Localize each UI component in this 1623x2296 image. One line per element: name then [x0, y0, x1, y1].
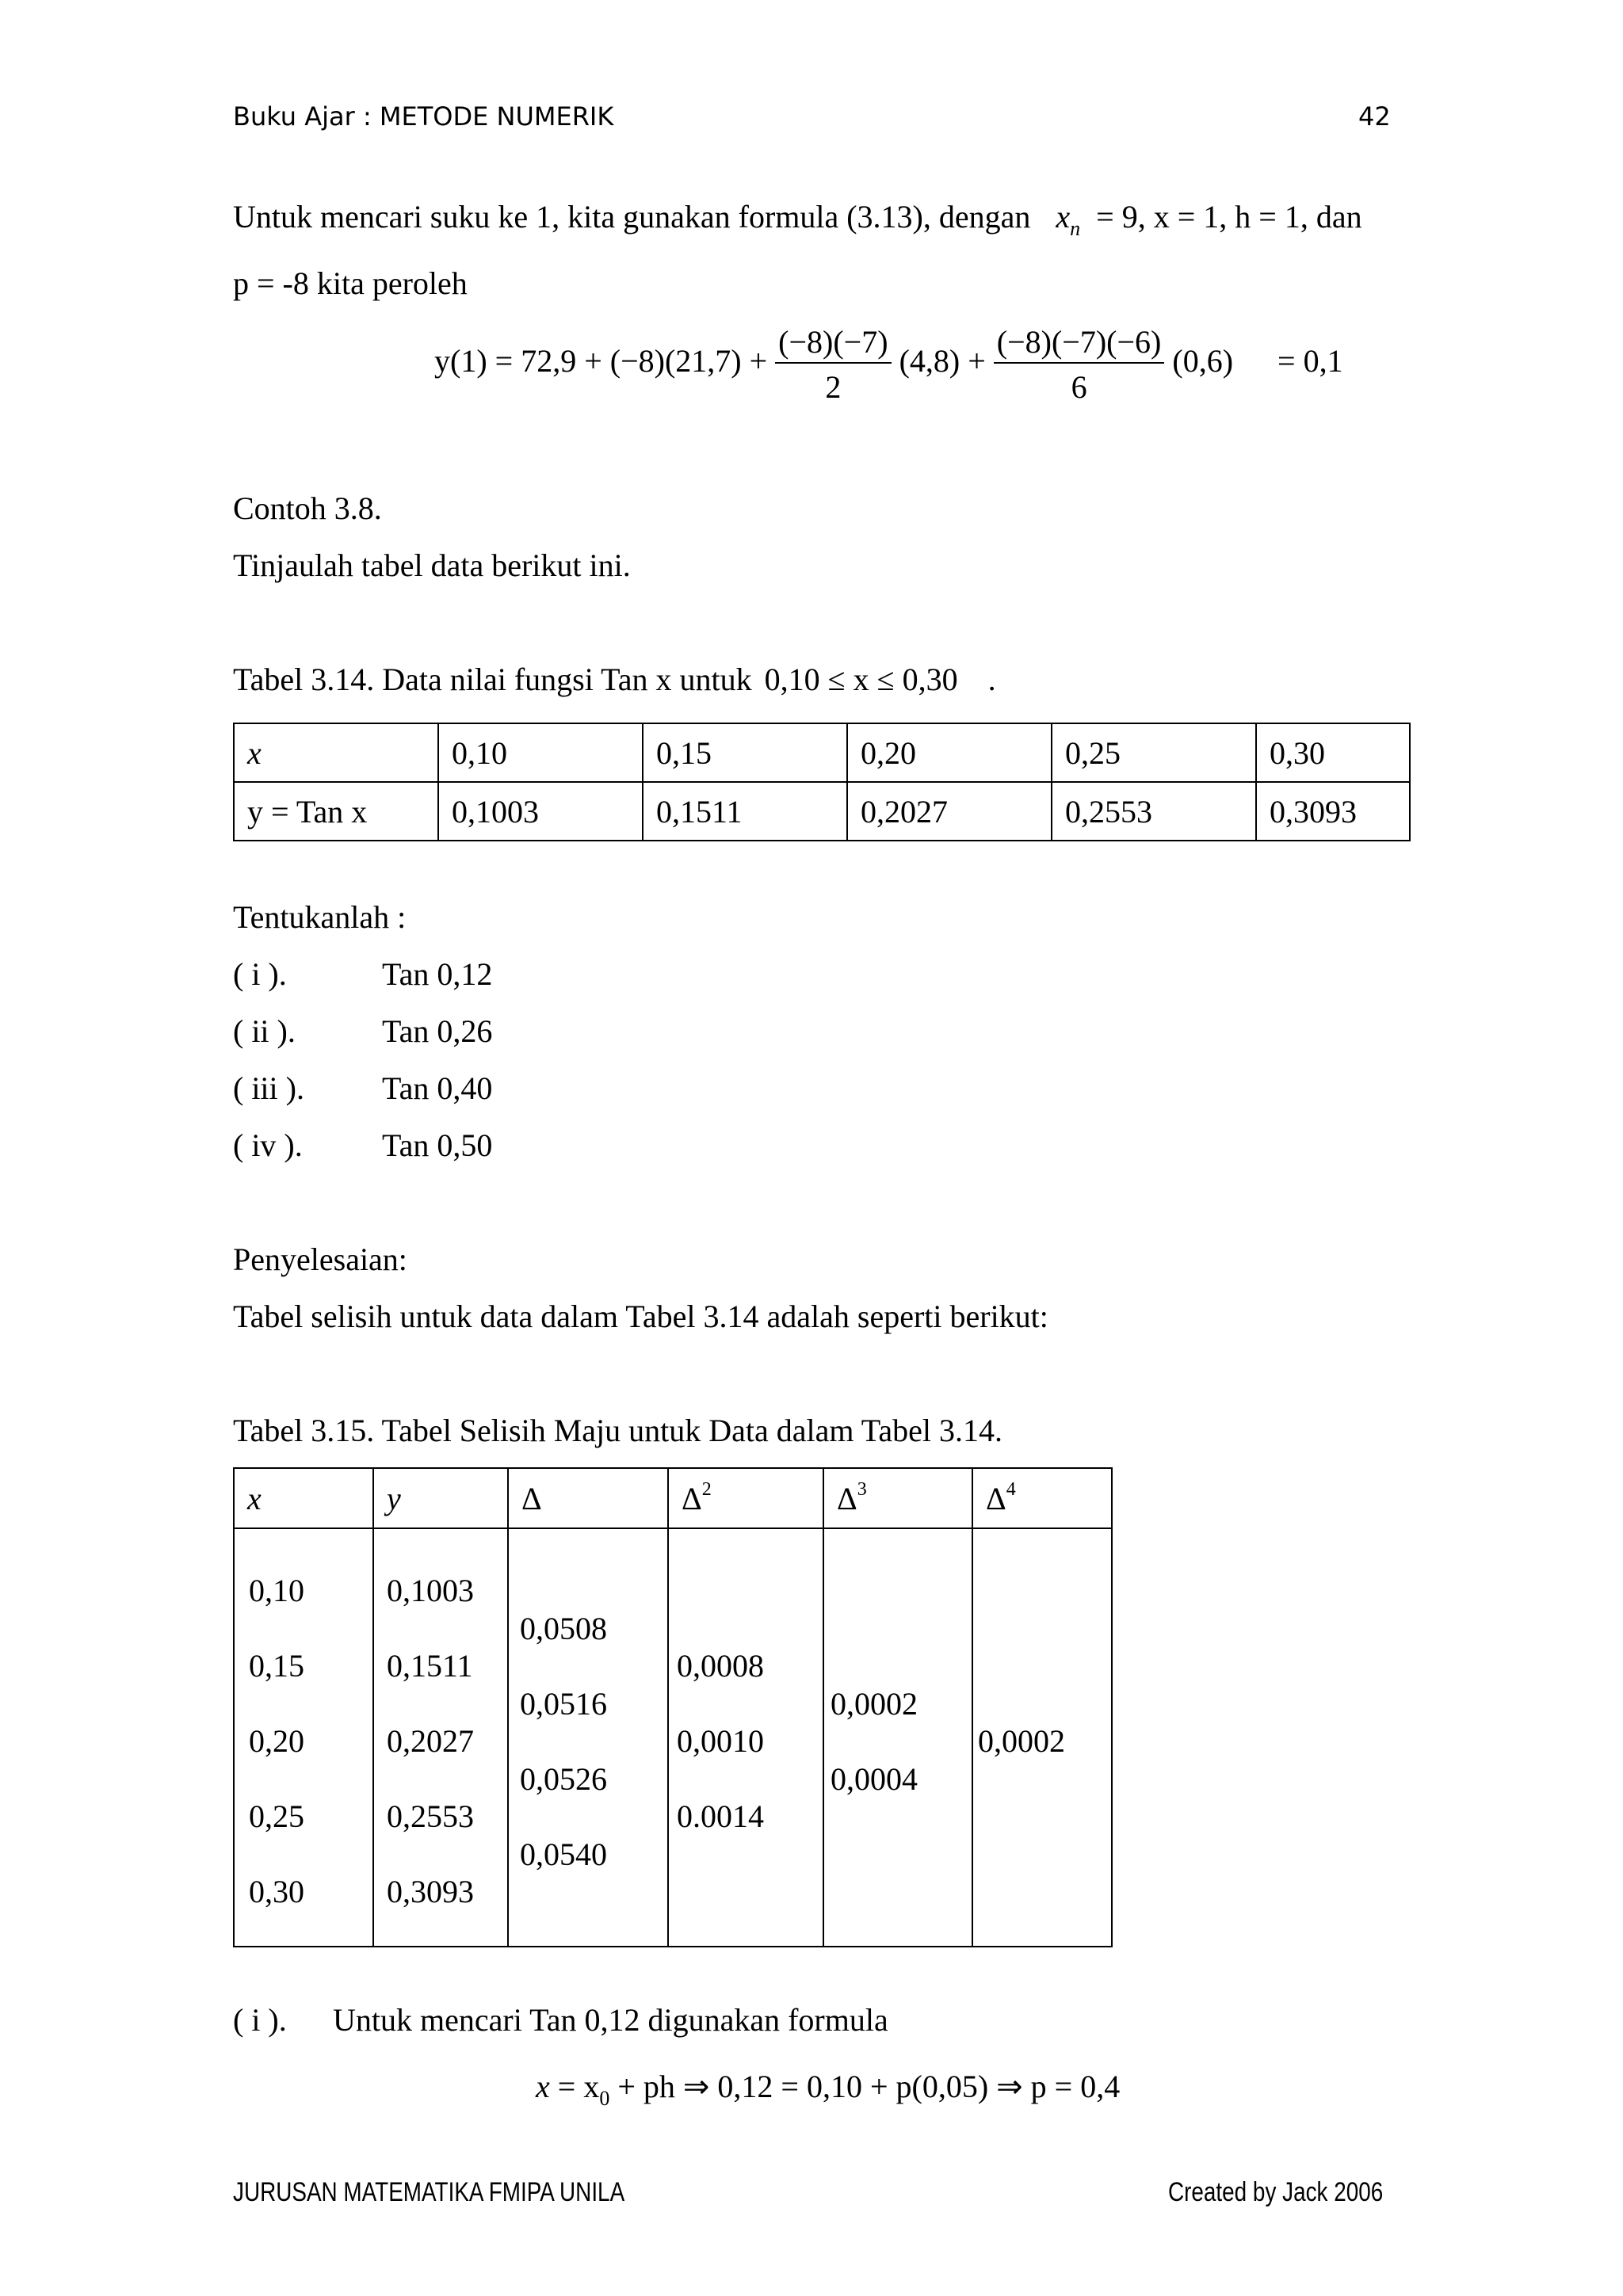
header-text: Δ	[986, 1481, 1006, 1516]
table2-col-d1	[508, 1528, 668, 1947]
table2-header-delta3	[823, 1468, 972, 1528]
frac-2-denominator: 6	[1071, 369, 1087, 405]
t2-d1: 0,0516	[520, 1686, 607, 1722]
part-i-num: ( i ).	[233, 2002, 287, 2038]
intro-line-1-rest: , x = 1, h = 1, dan	[1137, 199, 1362, 235]
table1	[233, 723, 1411, 841]
t2-d1: 0,0508	[520, 1611, 607, 1646]
example-title: Contoh 3.8.	[233, 490, 382, 526]
table2-col-d3	[823, 1528, 972, 1947]
t2-d2: 0.0014	[677, 1798, 764, 1834]
part-i-formula-rest: + ph ⇒ 0,12 = 0,10 + p(0,05) ⇒ p = 0,4	[617, 2069, 1121, 2104]
formula-y1-tail: (0,6)	[1172, 343, 1234, 379]
formula-y1-mid: (4,8) +	[899, 343, 986, 379]
table2-header-x	[234, 1468, 373, 1528]
t2-d2: 0,0008	[677, 1648, 764, 1684]
t2-d1: 0,0540	[520, 1836, 607, 1872]
table2-header-delta4	[972, 1468, 1112, 1528]
t2-d2: 0,0010	[677, 1723, 764, 1759]
formula-y1-frac-1	[775, 323, 891, 406]
t2-d4: 0,0002	[978, 1723, 1065, 1759]
frac-1-denominator: 2	[825, 369, 842, 405]
table1-cell: 0,25	[1052, 723, 1256, 782]
table2-header-delta1	[508, 1468, 668, 1528]
intro-xn-value: = 9	[1096, 199, 1138, 235]
formula-y1-lhs: y(1) = 72,9 + (−8)(21,7) +	[434, 343, 768, 379]
solution-intro: Tabel selisih untuk data dalam Tabel 3.14 adalah seperti berikut:	[233, 1299, 1048, 1334]
table2-caption: Tabel 3.15. Tabel Selisih Maju untuk Data dalam Tabel 3.14.	[233, 1413, 1003, 1448]
task-item-num: ( iv ).	[233, 1127, 303, 1163]
task-item-num: ( iii ).	[233, 1070, 304, 1106]
solution-title: Penyelesaian:	[233, 1241, 407, 1277]
table1-cell: 0,3093	[1256, 782, 1410, 841]
intro-line-2: p = -8 kita peroleh	[233, 265, 468, 301]
t2-d3: 0,0004	[831, 1761, 918, 1797]
task-item-text: Tan 0,40	[382, 1070, 493, 1106]
table2-header-row	[234, 1468, 1112, 1528]
part-i-formula: $x = x_0$ + ph ⇒ 0,12 = 0,10 + p(0,05) ⇒ p = 0,4	[536, 2069, 1121, 2110]
header-text: Δ	[682, 1481, 702, 1516]
formula-y1-result: = 0,1	[1277, 343, 1343, 379]
t2-x: 0,30	[249, 1874, 304, 1909]
header-text: Δ	[521, 1480, 542, 1516]
table2	[233, 1467, 1113, 1947]
task-item-num: ( i ).	[233, 956, 287, 992]
formula-y1	[434, 323, 1343, 406]
table1-caption	[233, 664, 996, 696]
header-power: 3	[857, 1479, 867, 1500]
t2-y: 0,1511	[387, 1648, 473, 1684]
t2-d1: 0,0526	[520, 1761, 607, 1797]
task-item-text: Tan 0,12	[382, 956, 493, 992]
table1-caption-range: 0,10 ≤ x ≤ 0,30	[764, 662, 958, 697]
part-i-text: Untuk mencari Tan 0,12 digunakan formula	[333, 2002, 888, 2038]
header-text: Δ	[837, 1481, 857, 1516]
table1-row-x	[234, 723, 1410, 782]
table1-row-label: y = Tan x	[234, 782, 438, 841]
task-item-text: Tan 0,50	[382, 1127, 493, 1163]
formula-y1-frac-2	[994, 323, 1165, 406]
t2-x: 0,10	[249, 1573, 304, 1608]
table1-cell: 0,2027	[847, 782, 1052, 841]
table1-cell: 0,15	[643, 723, 847, 782]
t2-y: 0,1003	[387, 1573, 474, 1608]
frac-2-numerator: (−8)(−7)(−6)	[994, 323, 1165, 364]
header-power: 2	[701, 1479, 712, 1500]
table1-cell: 0,1003	[438, 782, 643, 841]
intro-line-1-text: Untuk mencari suku ke 1, kita gunakan formula (3.13), dengan	[233, 199, 1031, 235]
table1-cell: 0,1511	[643, 782, 847, 841]
header-text: x	[247, 1480, 262, 1516]
running-header: Buku Ajar : METODE NUMERIK	[233, 101, 614, 132]
table2-header-y	[373, 1468, 508, 1528]
footer-right: Created by Jack 2006	[1168, 2177, 1384, 2207]
task-title: Tentukanlah :	[233, 899, 407, 935]
footer-left: JURUSAN MATEMATIKA FMIPA UNILA	[233, 2177, 625, 2207]
table1-cell: 0,10	[438, 723, 643, 782]
t2-x: 0,20	[249, 1723, 304, 1759]
part-i-formula-eq: = x	[557, 2069, 600, 2104]
t2-y: 0,2027	[387, 1723, 474, 1759]
table1-cell: 0,2553	[1052, 782, 1256, 841]
table1-cell: 0,20	[847, 723, 1052, 782]
page-number: 42	[1358, 101, 1391, 132]
header-power: 4	[1006, 1479, 1016, 1500]
t2-y: 0,2553	[387, 1798, 474, 1834]
intro-line-1: Untuk mencari suku ke 1, kita gunakan formula (3.13), dengan $x_n = 9$, x = 1, h = 1, dan	[233, 199, 1362, 240]
task-item-num: ( ii ).	[233, 1013, 296, 1049]
table1-caption-text: Tabel 3.14. Data nilai fungsi Tan x untuk	[233, 662, 752, 697]
table2-header-delta2	[668, 1468, 823, 1528]
example-intro: Tinjaulah tabel data berikut ini.	[233, 547, 631, 583]
t2-x: 0,25	[249, 1798, 304, 1834]
frac-1-numerator: (−8)(−7)	[775, 323, 891, 364]
t2-x: 0,15	[249, 1648, 304, 1684]
task-item-text: Tan 0,26	[382, 1013, 493, 1049]
table1-caption-end: .	[987, 662, 996, 697]
table1-row-y	[234, 782, 1410, 841]
header-text: y	[387, 1480, 401, 1516]
t2-d3: 0,0002	[831, 1686, 918, 1722]
t2-y: 0,3093	[387, 1874, 474, 1909]
table1-cell: 0,30	[1256, 723, 1410, 782]
table1-row-label: x	[234, 723, 438, 782]
